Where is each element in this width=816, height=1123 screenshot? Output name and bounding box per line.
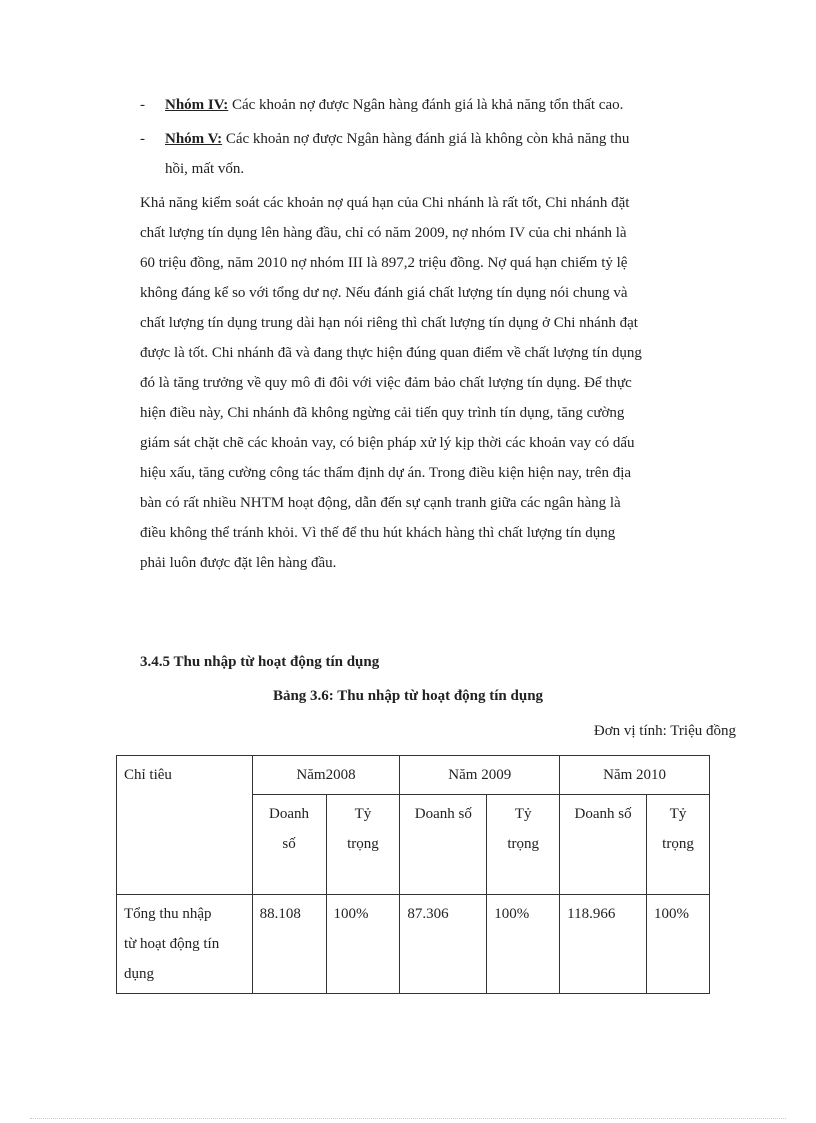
paragraph-line: hiện điều này, Chi nhánh đã không ngừng cải tiến quy trình tín dụng, tăng cường xyxy=(140,405,625,421)
bullet-dash: - xyxy=(140,97,145,113)
bullet-label: Nhóm IV: xyxy=(165,97,229,113)
paragraph-line: được là tốt. Chi nhánh đã và đang thực hiện đúng quan điểm về chất lượng tín dụng xyxy=(140,345,642,361)
paragraph-line: bàn có rất nhiều NHTM hoạt động, dẫn đến sự cạnh tranh giữa các ngân hàng là xyxy=(140,495,621,511)
value-cell: 100% xyxy=(487,895,560,994)
paragraph-line: giám sát chặt chẽ các khoản vay, có biện pháp xử lý kịp thời các khoản vay có dấu xyxy=(140,435,635,451)
value-cell: 100% xyxy=(326,895,400,994)
bullet-dash: - xyxy=(140,131,145,147)
value-cell: 88.108 xyxy=(252,895,326,994)
subheader-line: Doanh số xyxy=(414,806,472,822)
subheader-line: Doanh xyxy=(269,806,310,822)
unit-note: Đơn vị tính: Triệu đồng xyxy=(593,723,736,739)
paragraph-line: hiệu xấu, tăng cường công tác thẩm định dự án. Trong điều kiện hiện nay, trên địa xyxy=(140,465,632,481)
bullet-description: Các khoản nợ được Ngân hàng đánh giá là không còn khả năng thu xyxy=(222,131,630,147)
table-header-row xyxy=(117,756,710,795)
bullet-description: Các khoản nợ được Ngân hàng đánh giá là khả năng tổn thất cao. xyxy=(228,97,624,113)
subheader-cell xyxy=(252,795,326,895)
subheader-cell xyxy=(326,795,400,895)
paragraph-line: không đáng kể so với tổng dư nợ. Nếu đánh giá chất lượng tín dụng nói chung và xyxy=(140,285,628,301)
bullet-text xyxy=(165,124,629,154)
subheader-line: Tỷ xyxy=(669,806,687,822)
bullet-text xyxy=(165,90,623,120)
bullet-label: Nhóm V: xyxy=(165,131,223,147)
row-label xyxy=(117,895,253,994)
row-label-line: Tổng thu nhập xyxy=(124,906,212,922)
value-cell: 118.966 xyxy=(560,895,647,994)
paragraph-line: Khả năng kiểm soát các khoản nợ quá hạn của Chi nhánh là rất tốt, Chi nhánh đặt xyxy=(140,195,630,211)
subheader-cell xyxy=(400,795,487,895)
subheader-line: trọng xyxy=(507,836,540,852)
subheader-line: Doanh số xyxy=(574,806,632,822)
table-caption: Bảng 3.6: Thu nhập từ hoạt động tín dụng xyxy=(272,688,544,704)
subheader-line: trọng xyxy=(347,836,379,852)
subheader-cell xyxy=(560,795,647,895)
subheader-line: số xyxy=(282,836,296,852)
income-table xyxy=(116,755,710,994)
row-label-line: dụng xyxy=(124,966,154,982)
value-cell: 87.306 xyxy=(400,895,487,994)
header-year: Năm 2010 xyxy=(560,756,710,795)
table-row xyxy=(117,895,710,994)
bullet-continuation: hồi, mất vốn. xyxy=(165,161,245,177)
header-year: Năm2008 xyxy=(252,756,400,795)
paragraph-line: đó là tăng trưởng về quy mô đi đôi với việc đảm bảo chất lượng tín dụng. Để thực xyxy=(140,375,632,391)
body-paragraph xyxy=(140,188,740,578)
header-chi-tieu: Chỉ tiêu xyxy=(117,756,253,895)
value-cell: 100% xyxy=(647,895,710,994)
paragraph-line: điều không thể tránh khỏi. Vì thế để thu hút khách hàng thì chất lượng tín dụng xyxy=(140,525,616,541)
page-bottom-divider xyxy=(30,1118,786,1119)
subheader-line: trọng xyxy=(662,836,694,852)
row-label-line: từ hoạt động tín xyxy=(124,936,220,952)
subheader-line: Tỷ xyxy=(354,806,372,822)
subheader-line: Tỷ xyxy=(514,806,532,822)
paragraph-line: phải luôn được đặt lên hàng đầu. xyxy=(140,555,337,571)
paragraph-line: chất lượng tín dụng trung dài hạn nói riêng thì chất lượng tín dụng ở Chi nhánh đạt xyxy=(140,315,638,331)
subheader-cell xyxy=(487,795,560,895)
section-heading: 3.4.5 Thu nhập từ hoạt động tín dụng xyxy=(140,654,380,670)
header-year: Năm 2009 xyxy=(400,756,560,795)
subheader-cell xyxy=(647,795,710,895)
paragraph-line: 60 triệu đồng, năm 2010 nợ nhóm III là 897,2 triệu đồng. Nợ quá hạn chiếm tỷ lệ xyxy=(140,255,628,271)
paragraph-line: chất lượng tín dụng lên hàng đầu, chỉ có năm 2009, nợ nhóm IV của chi nhánh là xyxy=(140,225,627,241)
